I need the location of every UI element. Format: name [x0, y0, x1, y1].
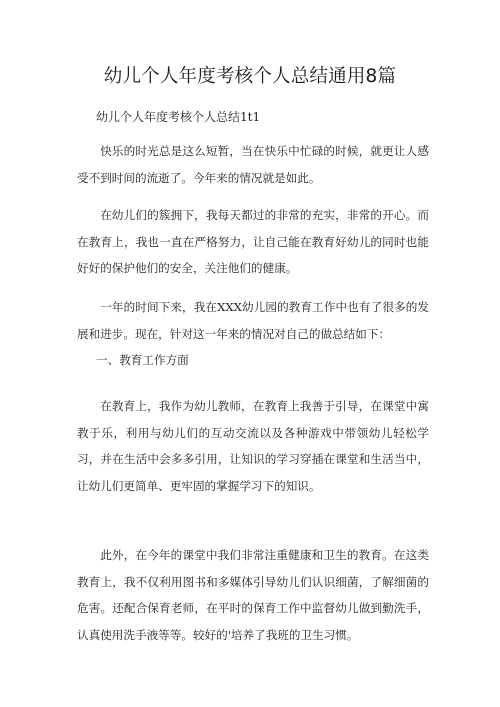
paragraph-health-education: 此外，在今年的课堂中我们非常注重健康和卫生的教育。在这类教育上，我不仅利用图书和多媒体引导幼儿们认识细菌，了解细菌的危害。还配合保育老师，在平时的保育工作中监督幼儿做到勤洗手，认真使用洗手液等等。较好的'培养了我班的卫生习惯。	[77, 548, 429, 642]
paragraph-summary-lead: 一年的时间下来，我在XXX幼儿园的教育工作中也有了很多的发展和进步。现在，针对这一年来的情况对自己的做总结如下：	[77, 300, 429, 341]
paragraph-daily-life: 在幼儿们的簇拥下，我每天都过的非常的充实，非常的开心。而在教育上，我也一直在严格努力，让自己能在教育好幼儿的同时也能好好的保护他们的安全，关注他们的健康。	[77, 208, 429, 276]
document-subtitle: 幼儿个人年度考核个人总结1t1	[96, 110, 261, 124]
document-title: 幼儿个人年度考核个人总结通用8篇	[103, 66, 397, 87]
paragraph-intro: 快乐的时光总是这么短暂，当在快乐中忙碌的时候，就更让人感受不到时间的流逝了。今年来的情况就是如此。	[77, 144, 429, 185]
paragraph-teaching-method: 在教育上，我作为幼儿教师，在教育上我善于引导，在课堂中寓教于乐，利用与幼儿们的互动交流以及各种游戏中带领幼儿轻松学习，并在生活中会多多引用，让知识的学习穿插在课堂和生活当中，让幼儿们更简单、更牢固的掌握学习下的知识。	[77, 399, 429, 493]
section-heading-teaching: 一、教育工作方面	[96, 353, 189, 367]
